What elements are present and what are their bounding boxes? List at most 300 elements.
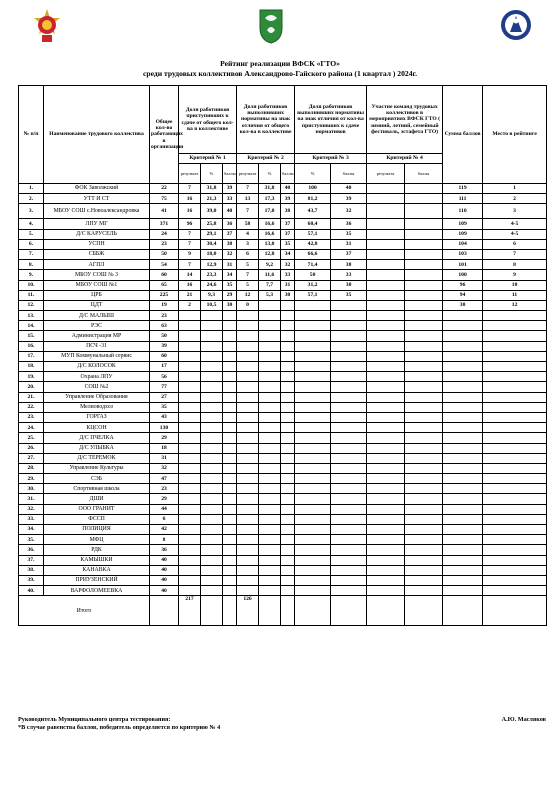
row-result1: [179, 565, 201, 575]
row-result2: [237, 575, 259, 585]
row-pts4: [405, 402, 443, 412]
row-pts2: [281, 311, 295, 321]
header-criterion4-desc: Участие команд трудовых коллективов в мероприятиях ВФСК ГТО ( зимний, летний, семейный фестиваль, эстафета ГТО): [367, 86, 443, 154]
row-result2: 5: [237, 280, 259, 290]
row-pct1: [201, 555, 223, 565]
row-sum: [443, 474, 483, 484]
row-pts1: [223, 392, 237, 402]
row-pct2: 13,0: [259, 239, 281, 249]
row-name: ДШИ: [44, 494, 150, 504]
row-pts1: [223, 525, 237, 535]
table-row: [19, 433, 547, 443]
row-number: 32.: [19, 504, 44, 514]
row-result1: [179, 474, 201, 484]
row-sum: [443, 372, 483, 382]
row-result2: [237, 311, 259, 321]
row-result4: [367, 575, 405, 585]
row-sum: 110: [443, 204, 483, 219]
row-pts1: [223, 463, 237, 473]
row-number: 17.: [19, 351, 44, 361]
row-result2: [237, 504, 259, 514]
row-result1: 7: [179, 239, 201, 249]
row-total: 8: [150, 535, 179, 545]
row-name: Д/С УЛЫБКА: [44, 443, 150, 453]
row-result1: [179, 433, 201, 443]
table-row: [19, 321, 547, 331]
table-row: [19, 260, 547, 270]
row-place: 11: [483, 290, 547, 300]
row-pct3: 71,4: [295, 260, 331, 270]
row-pts2: [281, 474, 295, 484]
row-result1: [179, 351, 201, 361]
row-pts2: [281, 555, 295, 565]
row-name: Д/С ТЕРЕМОК: [44, 453, 150, 463]
table-row: [19, 184, 547, 194]
row-name: Д/С КОЛОСОК: [44, 362, 150, 372]
table-row: [19, 535, 547, 545]
row-pct1: 24,6: [201, 280, 223, 290]
row-pts4: [405, 194, 443, 204]
row-place: 4-5: [483, 219, 547, 229]
row-sum: [443, 504, 483, 514]
row-total: 24: [150, 229, 179, 239]
row-pct3: [295, 545, 331, 555]
row-place: 10: [483, 280, 547, 290]
row-pts3: [331, 586, 367, 596]
row-pts3: 35: [331, 290, 367, 300]
table-row: [19, 239, 547, 249]
row-sum: [443, 362, 483, 372]
row-place: [483, 341, 547, 351]
row-result4: [367, 321, 405, 331]
row-name: ЛПУ МГ: [44, 219, 150, 229]
row-name: УТТ И СТ: [44, 194, 150, 204]
row-total: 40: [150, 555, 179, 565]
row-pts1: [223, 565, 237, 575]
row-pts3: 39: [331, 194, 367, 204]
row-number: 23.: [19, 412, 44, 422]
row-pts2: 37: [281, 229, 295, 239]
row-result1: 14: [179, 270, 201, 280]
row-name: МБОУ СОШ № 3: [44, 270, 150, 280]
row-total: 40: [150, 575, 179, 585]
row-result1: 16: [179, 194, 201, 204]
table-row: [19, 300, 547, 310]
row-pts4: [405, 372, 443, 382]
header-criterion2: Критерий № 2: [237, 154, 295, 164]
row-pct3: 31,2: [295, 280, 331, 290]
table-row: [19, 290, 547, 300]
header-result4: результат: [367, 164, 405, 184]
row-total: 130: [150, 423, 179, 433]
row-pct1: [201, 494, 223, 504]
row-pct2: [259, 372, 281, 382]
row-pct1: [201, 453, 223, 463]
row-place: [483, 525, 547, 535]
row-result4: [367, 402, 405, 412]
district-coat-of-arms-icon: [258, 8, 284, 49]
header-pct1: %: [201, 164, 223, 184]
row-pts1: [223, 586, 237, 596]
row-pts2: [281, 463, 295, 473]
row-pct2: [259, 331, 281, 341]
table-row: [19, 341, 547, 351]
row-total: 60: [150, 270, 179, 280]
totals-empty: [483, 596, 547, 626]
row-pct1: [201, 351, 223, 361]
row-number: 6.: [19, 239, 44, 249]
row-name: ЦДТ: [44, 300, 150, 310]
row-place: [483, 351, 547, 361]
row-total: 47: [150, 474, 179, 484]
row-name: ООО ГРАНИТ: [44, 504, 150, 514]
row-number: 15.: [19, 331, 44, 341]
row-pct2: [259, 484, 281, 494]
row-pts3: [331, 433, 367, 443]
row-pts2: [281, 535, 295, 545]
row-pts3: [331, 300, 367, 310]
row-pts1: [223, 433, 237, 443]
row-place: [483, 575, 547, 585]
row-pct3: [295, 372, 331, 382]
row-pct3: [295, 351, 331, 361]
document-subtitle: среди трудовых коллективов Александрово-Гайского района (1 квартал ) 2024г.: [143, 69, 417, 78]
row-pts2: [281, 382, 295, 392]
row-pts4: [405, 311, 443, 321]
row-result4: [367, 382, 405, 392]
row-pts3: [331, 362, 367, 372]
row-result1: [179, 331, 201, 341]
row-pct3: 43,7: [295, 204, 331, 219]
row-result2: 12: [237, 290, 259, 300]
row-pct2: 17,3: [259, 194, 281, 204]
row-pts4: [405, 280, 443, 290]
row-total: 40: [150, 565, 179, 575]
header-criterion2-desc: Доля работников выполнивших нормативы на знак отличия от общего кол-ва в коллективе: [237, 86, 295, 154]
row-place: [483, 382, 547, 392]
row-pct1: 25,8: [201, 219, 223, 229]
row-pts3: 37: [331, 249, 367, 259]
table-row: [19, 575, 547, 585]
totals-empty: [259, 596, 281, 626]
row-pts4: [405, 204, 443, 219]
row-pct1: [201, 341, 223, 351]
row-number: 19.: [19, 372, 44, 382]
row-pts3: [331, 311, 367, 321]
row-pts2: [281, 443, 295, 453]
row-pct1: 29,1: [201, 229, 223, 239]
row-result4: [367, 280, 405, 290]
row-result2: [237, 433, 259, 443]
row-pct2: [259, 535, 281, 545]
row-name: РЭС: [44, 321, 150, 331]
row-pts1: 36: [223, 219, 237, 229]
row-total: 35: [150, 402, 179, 412]
row-pts3: 40: [331, 184, 367, 194]
row-pct2: [259, 443, 281, 453]
document-title: Рейтинг реализации ВФСК «ГТО»: [220, 59, 340, 68]
row-pct1: [201, 321, 223, 331]
row-pct2: [259, 453, 281, 463]
row-result1: [179, 484, 201, 494]
row-place: [483, 392, 547, 402]
totals-empty: [331, 596, 367, 626]
row-place: [483, 504, 547, 514]
row-place: 2: [483, 194, 547, 204]
totals-empty: [223, 596, 237, 626]
row-pts3: [331, 474, 367, 484]
table-row: [19, 280, 547, 290]
row-sum: 109: [443, 219, 483, 229]
row-pts2: [281, 402, 295, 412]
row-result1: 7: [179, 184, 201, 194]
row-pts3: [331, 443, 367, 453]
row-name: ПРИУЗЕНСКИЙ: [44, 575, 150, 585]
row-sum: 96: [443, 280, 483, 290]
row-result4: [367, 555, 405, 565]
row-number: 38.: [19, 565, 44, 575]
row-pts4: [405, 300, 443, 310]
header-criterion1-desc: Доля работников приступивших к сдаче от общего кол-ва в коллективе: [179, 86, 237, 154]
row-result1: [179, 392, 201, 402]
row-pts2: [281, 494, 295, 504]
row-pct1: [201, 474, 223, 484]
row-sum: [443, 535, 483, 545]
row-pts3: 30: [331, 280, 367, 290]
row-pct2: [259, 321, 281, 331]
row-pct3: 66,6: [295, 249, 331, 259]
row-name: МУП Коммунальный сервис: [44, 351, 150, 361]
table-row: [19, 362, 547, 372]
row-pct3: 81,2: [295, 194, 331, 204]
row-sum: [443, 565, 483, 575]
row-pts1: 29: [223, 290, 237, 300]
row-pts1: [223, 555, 237, 565]
row-total: 27: [150, 392, 179, 402]
row-pct3: [295, 382, 331, 392]
row-result1: [179, 402, 201, 412]
row-pts1: 37: [223, 229, 237, 239]
row-pct3: [295, 463, 331, 473]
row-result1: [179, 362, 201, 372]
row-pct3: [295, 484, 331, 494]
row-sum: [443, 586, 483, 596]
row-result2: [237, 372, 259, 382]
row-pts2: 39: [281, 194, 295, 204]
row-pct2: 9,2: [259, 260, 281, 270]
row-pts1: [223, 504, 237, 514]
row-place: [483, 555, 547, 565]
row-pts1: [223, 311, 237, 321]
table-row: [19, 514, 547, 524]
row-pct3: [295, 575, 331, 585]
row-pts2: 32: [281, 260, 295, 270]
row-pts1: 39: [223, 184, 237, 194]
row-result4: [367, 290, 405, 300]
row-pts2: [281, 433, 295, 443]
row-pct2: [259, 555, 281, 565]
row-pts3: [331, 423, 367, 433]
header-criterion4: Критерий № 4: [367, 154, 443, 164]
row-result2: [237, 331, 259, 341]
row-pts1: 34: [223, 270, 237, 280]
row-sum: [443, 514, 483, 524]
row-sum: 100: [443, 270, 483, 280]
row-pct2: [259, 412, 281, 422]
row-pct2: 16,6: [259, 229, 281, 239]
row-pct1: 10,5: [201, 300, 223, 310]
row-name: Управление Культуры: [44, 463, 150, 473]
row-place: [483, 412, 547, 422]
row-total: 23: [150, 239, 179, 249]
testing-center-emblem-icon: [500, 8, 532, 47]
row-number: 5.: [19, 229, 44, 239]
row-pts4: [405, 260, 443, 270]
row-pct2: [259, 392, 281, 402]
row-sum: [443, 484, 483, 494]
totals-empty: [281, 596, 295, 626]
row-pct2: 12,0: [259, 249, 281, 259]
row-number: 10.: [19, 280, 44, 290]
row-sum: 103: [443, 249, 483, 259]
row-sum: [443, 311, 483, 321]
row-pct3: [295, 514, 331, 524]
row-number: 36.: [19, 545, 44, 555]
row-result2: [237, 463, 259, 473]
row-pct3: [295, 555, 331, 565]
row-result2: [237, 555, 259, 565]
row-pts1: [223, 331, 237, 341]
row-number: 26.: [19, 443, 44, 453]
row-pts4: [405, 270, 443, 280]
row-number: 7.: [19, 249, 44, 259]
row-pts2: [281, 372, 295, 382]
row-number: 20.: [19, 382, 44, 392]
row-pts4: [405, 219, 443, 229]
row-result4: [367, 453, 405, 463]
header-criterion3-desc: Доля работников выполнивших нормативы на знак отличия от кол-ва приступивших к сдаче нормативов: [295, 86, 367, 154]
row-pts3: 33: [331, 270, 367, 280]
row-pct1: [201, 412, 223, 422]
row-pts2: [281, 392, 295, 402]
row-pts4: [405, 382, 443, 392]
row-pct2: [259, 525, 281, 535]
row-sum: [443, 545, 483, 555]
row-result1: [179, 382, 201, 392]
row-sum: 109: [443, 229, 483, 239]
row-pts4: [405, 351, 443, 361]
row-pct1: 30,4: [201, 239, 223, 249]
row-pts1: [223, 382, 237, 392]
header-pct2: %: [259, 164, 281, 184]
row-result4: [367, 194, 405, 204]
row-total: 6: [150, 514, 179, 524]
row-number: 9.: [19, 270, 44, 280]
row-pts2: [281, 484, 295, 494]
row-name: МФЦ: [44, 535, 150, 545]
row-pts3: 32: [331, 204, 367, 219]
row-total: 39: [150, 341, 179, 351]
row-result4: [367, 372, 405, 382]
row-sum: [443, 443, 483, 453]
row-sum: [443, 494, 483, 504]
row-pts2: 35: [281, 239, 295, 249]
row-sum: [443, 402, 483, 412]
row-pts4: [405, 443, 443, 453]
row-pts3: [331, 494, 367, 504]
row-result4: [367, 392, 405, 402]
header-pts2: баллы: [281, 164, 295, 184]
rating-rows: [19, 184, 547, 596]
row-total: 225: [150, 290, 179, 300]
row-pct1: 9,3: [201, 290, 223, 300]
row-place: [483, 586, 547, 596]
row-result1: 16: [179, 204, 201, 219]
row-number: 33.: [19, 514, 44, 524]
table-row: [19, 382, 547, 392]
row-pts1: 31: [223, 260, 237, 270]
row-pts3: 31: [331, 239, 367, 249]
table-row: [19, 372, 547, 382]
row-pct2: [259, 351, 281, 361]
row-pct3: [295, 453, 331, 463]
table-row: [19, 270, 547, 280]
row-pts4: [405, 392, 443, 402]
row-name: КЦСОН: [44, 423, 150, 433]
row-sum: 30: [443, 300, 483, 310]
row-pts4: [405, 433, 443, 443]
row-place: [483, 565, 547, 575]
row-result1: [179, 463, 201, 473]
row-pct1: [201, 484, 223, 494]
row-name: КАМЫШКИ: [44, 555, 150, 565]
row-pct2: [259, 433, 281, 443]
row-result2: 7: [237, 270, 259, 280]
row-pts2: [281, 565, 295, 575]
row-pts4: [405, 331, 443, 341]
row-number: 24.: [19, 423, 44, 433]
table-row: [19, 525, 547, 535]
row-pct2: [259, 504, 281, 514]
table-row: [19, 412, 547, 422]
row-pts3: [331, 535, 367, 545]
row-result1: 9: [179, 249, 201, 259]
row-pts3: 38: [331, 260, 367, 270]
row-result1: 7: [179, 260, 201, 270]
row-sum: [443, 341, 483, 351]
row-total: 18: [150, 443, 179, 453]
row-pts3: [331, 351, 367, 361]
row-result2: 5: [237, 260, 259, 270]
row-pct1: [201, 331, 223, 341]
row-pts1: [223, 362, 237, 372]
row-pct1: [201, 565, 223, 575]
row-pts1: [223, 443, 237, 453]
row-pts1: [223, 545, 237, 555]
row-result1: [179, 545, 201, 555]
row-pts4: [405, 463, 443, 473]
row-total: 19: [150, 300, 179, 310]
row-total: 56: [150, 372, 179, 382]
rating-table: [18, 85, 547, 626]
row-place: 3: [483, 204, 547, 219]
table-row: [19, 484, 547, 494]
row-total: 29: [150, 494, 179, 504]
table-row: [19, 504, 547, 514]
row-pct1: 12,9: [201, 260, 223, 270]
row-sum: [443, 555, 483, 565]
row-place: [483, 433, 547, 443]
